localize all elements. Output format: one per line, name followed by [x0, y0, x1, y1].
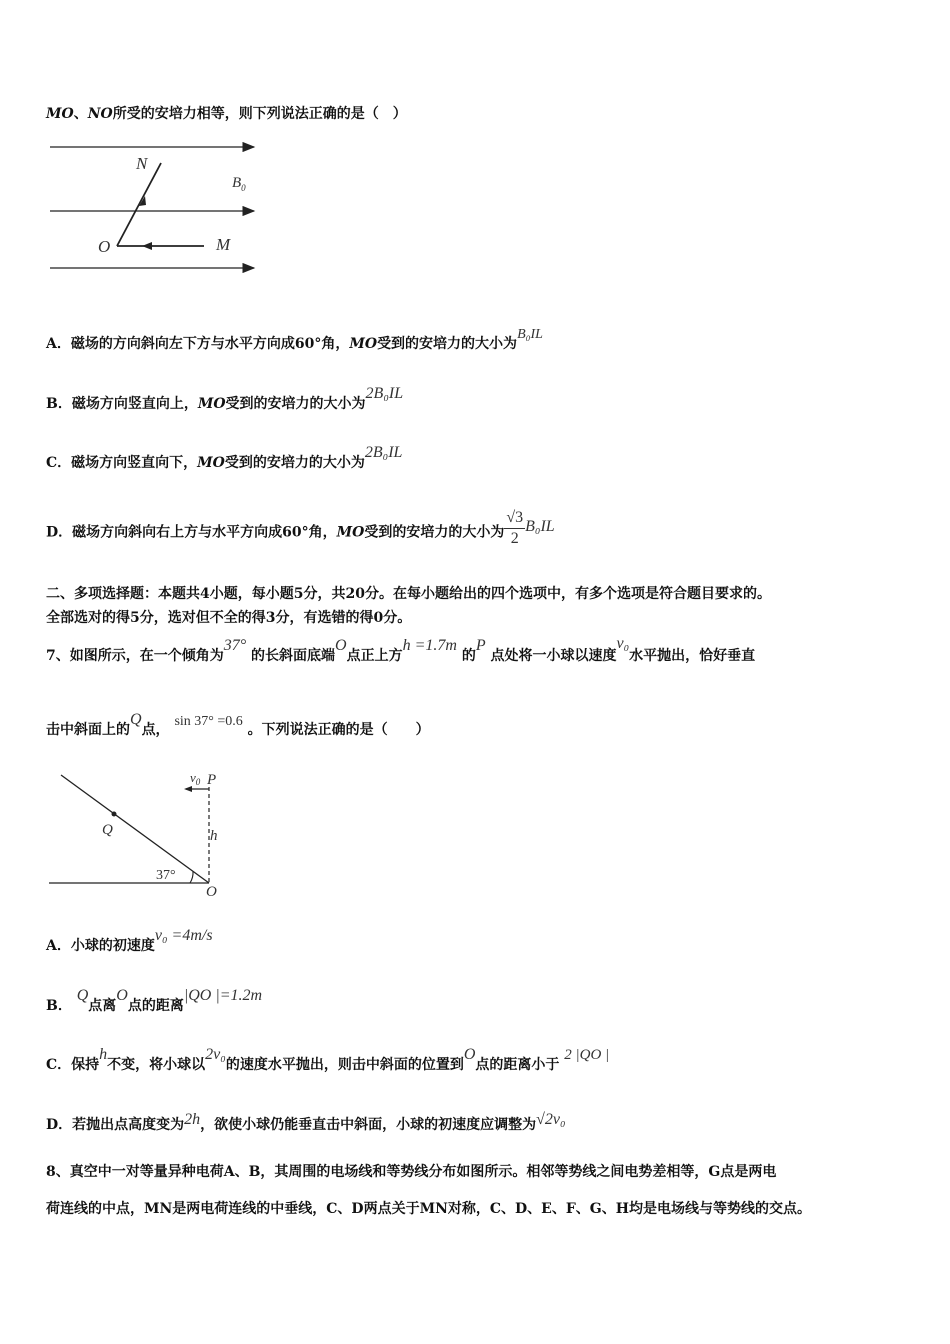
- q7-math: v₀: [616, 635, 630, 652]
- option-text: ，欲使小球仍能垂直击中斜面，小球的初速度应调整为: [200, 1117, 537, 1133]
- option-tail: 受到的安培力的大小为: [224, 455, 365, 471]
- q7-text: 的: [461, 648, 476, 664]
- q7-stem-line2: [46, 711, 430, 739]
- option-math: Q: [76, 987, 89, 1004]
- option-text: 点离: [88, 998, 117, 1014]
- option-letter: A．: [46, 336, 71, 352]
- velocity-arrowhead: [184, 786, 192, 792]
- option-letter: B．: [46, 998, 72, 1014]
- option-math: √2v₀: [536, 1111, 566, 1128]
- q6-stem-no: NO: [87, 106, 113, 122]
- q6-option-d: [46, 509, 555, 553]
- option-text: 磁场方向斜向右上方与水平方向成60°角，: [72, 524, 337, 541]
- option-text: 磁场方向竖直向下，: [71, 455, 198, 471]
- option-text: 保持: [71, 1057, 100, 1073]
- option-text: 的速度水平抛出，则击中斜面的位置到: [225, 1057, 464, 1073]
- label-m: M: [216, 235, 231, 254]
- q7-text: 的长斜面底端: [251, 648, 336, 664]
- q6-stem: [46, 103, 407, 123]
- label-q: Q: [102, 822, 113, 838]
- q6-option-b: [46, 385, 404, 413]
- label-o: O: [206, 884, 217, 900]
- q7-figure: [44, 765, 234, 900]
- q7-option-c: [46, 1046, 610, 1074]
- wire-mo-arrow: [142, 242, 152, 250]
- section-2-heading-line2: 全部选对的得5分，选对但不全的得3分，有选错的得0分。: [46, 610, 412, 626]
- option-letter: B．: [46, 396, 72, 412]
- q7-math: P: [475, 637, 486, 654]
- q7-stem-line1: [46, 635, 756, 665]
- q6-option-c: [46, 444, 403, 472]
- option-math: 2v₀: [205, 1046, 226, 1063]
- option-mo: MO: [349, 336, 378, 352]
- option-text: 点的距离小于: [475, 1057, 560, 1073]
- option-mo: MO: [197, 396, 226, 412]
- q7-option-a: [46, 927, 213, 955]
- label-o: O: [98, 237, 111, 256]
- q7-math: O: [335, 637, 347, 654]
- q7-text: 7、如图所示，在一个倾角为: [46, 648, 224, 664]
- label-angle: 37°: [156, 868, 176, 883]
- option-mo: MO: [197, 455, 225, 471]
- fraction-denominator: 2: [510, 530, 519, 547]
- wire-no: [117, 163, 161, 246]
- q7-text: 点，: [141, 722, 170, 738]
- q7-math: h =1.7m: [402, 637, 457, 654]
- option-math: v₀ =4m/s: [154, 927, 213, 944]
- option-mo: MO: [336, 524, 365, 541]
- option-math: |QO |=1.2m: [183, 987, 263, 1004]
- option-text: 小球的初速度: [70, 938, 155, 954]
- q6-stem-sep: 、: [73, 106, 88, 122]
- option-math: 2 |QO |: [564, 1047, 610, 1063]
- option-text: 磁场的方向斜向左下方与水平方向成60°角，: [70, 336, 350, 352]
- option-text: 磁场方向竖直向上，: [71, 396, 198, 412]
- option-text: 不变，将小球以: [107, 1057, 206, 1073]
- q6-figure: [44, 135, 264, 280]
- fraction-numerator: √3: [504, 508, 525, 529]
- option-math: 2B₀IL: [364, 444, 403, 461]
- q6-stem-mo: MO: [46, 106, 74, 122]
- option-letter: C．: [46, 1057, 72, 1073]
- option-letter: A．: [46, 938, 71, 954]
- q7-option-b: [46, 987, 263, 1015]
- q7-text: 。下列说法正确的是（ ）: [247, 722, 430, 738]
- option-letter: C．: [46, 455, 72, 471]
- option-math: O: [463, 1046, 476, 1063]
- label-b0: $B_0$: [232, 175, 246, 193]
- label-h: h: [210, 828, 218, 844]
- q8-stem-line2: 荷连线的中点，MN是两电荷连线的中垂线，C、D两点关于MN对称，C、D、E、F、G、H均是电场线与等势线的交点。: [46, 1201, 811, 1217]
- q7-option-d: [46, 1111, 566, 1134]
- option-tail: 受到的安培力的大小为: [364, 524, 505, 541]
- incline-line: [61, 775, 209, 883]
- option-math: 2h: [184, 1111, 201, 1128]
- label-v0: $v_0$: [190, 770, 201, 787]
- option-math: O: [116, 987, 128, 1004]
- q7-text: 击中斜面上的: [46, 722, 130, 738]
- q6-stem-text: 所受的安培力相等，则下列说法正确的是（ ）: [112, 106, 407, 122]
- option-math: 2B₀IL: [365, 385, 404, 402]
- option-text: 若抛出点高度变为: [72, 1117, 185, 1133]
- option-math: B₀IL: [517, 327, 543, 342]
- q8-stem-line1: 8、真空中一对等量异种电荷A、B，其周围的电场线和等势线分布如图所示。相邻等势线之间电势差相等，G点是两电: [46, 1164, 777, 1180]
- q7-text: 点正上方: [346, 648, 403, 664]
- option-text: 点的距离: [127, 998, 184, 1014]
- option-math: h: [99, 1046, 108, 1063]
- angle-arc: [190, 871, 193, 883]
- section-2-heading-line1: 二、多项选择题：本题共4小题，每小题5分，共20分。在每小题给出的四个选项中，有多个选项是符合题目要求的。: [46, 586, 771, 602]
- label-p: P: [207, 772, 217, 788]
- q7-text: 点处将一小球以速度: [490, 648, 617, 664]
- q7-math: sin 37° =0.6: [174, 714, 243, 729]
- option-tail: 受到的安培力的大小为: [377, 336, 518, 352]
- q7-text: 水平抛出，恰好垂直: [629, 648, 756, 664]
- q6-option-a: [46, 327, 543, 353]
- option-tail: 受到的安培力的大小为: [225, 396, 366, 412]
- option-letter: D．: [46, 524, 73, 541]
- q7-math: Q: [130, 711, 142, 728]
- option-letter: D．: [46, 1117, 73, 1133]
- q7-math: 37°: [223, 637, 247, 654]
- label-n: N: [136, 154, 148, 173]
- option-fraction: [504, 508, 525, 549]
- option-math: B₀IL: [525, 517, 555, 535]
- point-q: [112, 812, 117, 817]
